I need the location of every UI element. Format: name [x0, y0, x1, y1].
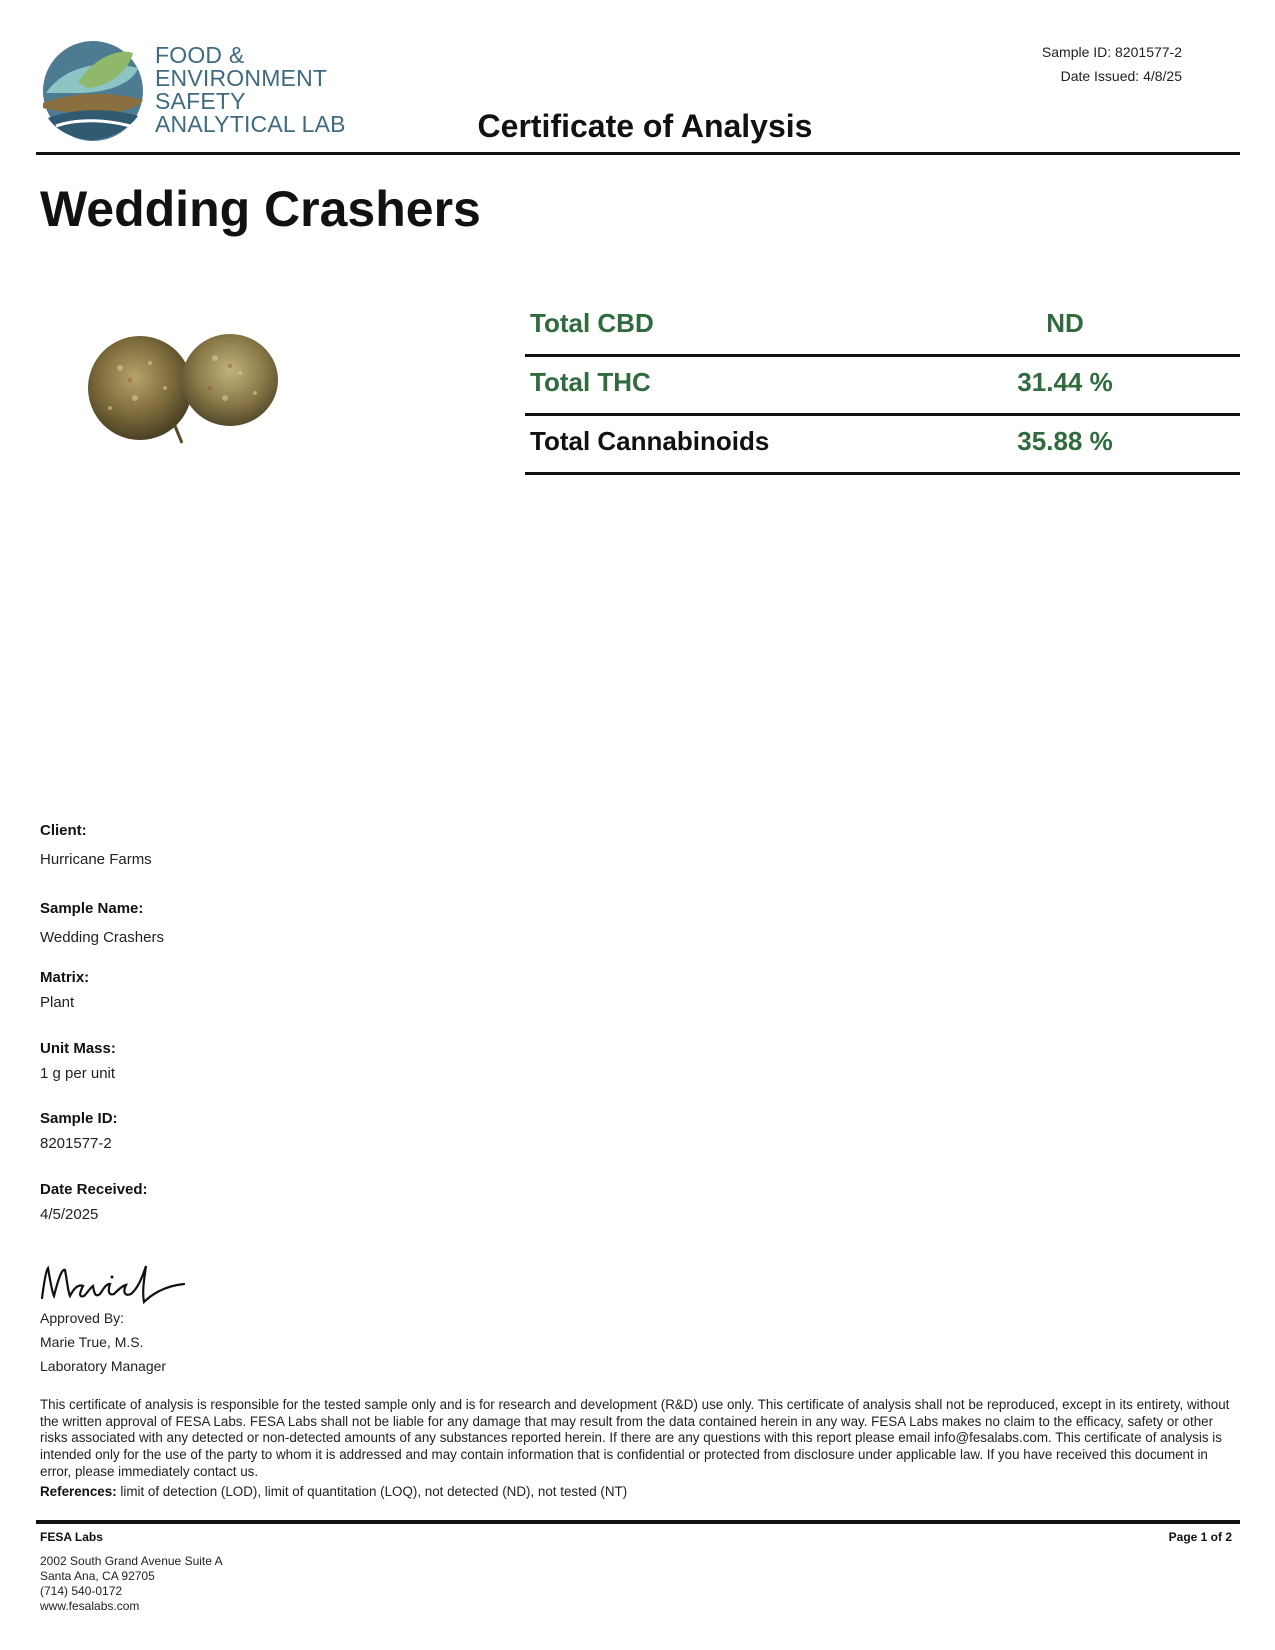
- footer-address: [40, 1530, 223, 1614]
- approver-name: Marie True, M.S.: [40, 1334, 144, 1350]
- sample-id-field: [40, 1110, 118, 1152]
- header-date-issued: Date Issued: 4/8/25: [1060, 68, 1182, 84]
- matrix-label: Matrix:: [40, 969, 90, 986]
- document-title: Certificate of Analysis: [477, 108, 813, 144]
- matrix-field: [40, 969, 89, 1011]
- document-meta: [1042, 40, 1182, 88]
- summary-label: Total THC: [530, 367, 651, 397]
- lab-name-line-2: ENVIRONMENT: [155, 65, 328, 91]
- page-number: Page 1 of 2: [1168, 1530, 1232, 1544]
- footer-website-link[interactable]: www.fesalabs.com: [40, 1599, 140, 1613]
- lab-name-line-3: SAFETY: [155, 88, 246, 114]
- sample-name-value: Wedding Crashers: [40, 929, 164, 946]
- references-label: References:: [40, 1484, 117, 1499]
- summary-value: 35.88 %: [1017, 426, 1113, 456]
- unit-mass-label: Unit Mass:: [40, 1040, 116, 1057]
- footer-address-line: Santa Ana, CA 92705: [40, 1569, 155, 1583]
- summary-row-total-cannabinoids: [525, 416, 1240, 475]
- client-value: Hurricane Farms: [40, 851, 152, 868]
- sample-id-label: Sample ID:: [40, 1110, 118, 1127]
- header-divider: [36, 152, 1240, 155]
- sample-name-field: [40, 900, 164, 946]
- approved-by-label: Approved By:: [40, 1310, 125, 1326]
- unit-mass-value: 1 g per unit: [40, 1065, 116, 1082]
- references: [40, 1484, 1235, 1499]
- cannabinoid-summary-table: [525, 298, 1240, 475]
- lab-name-line-1: FOOD &: [155, 42, 245, 68]
- footer-address-line: 2002 South Grand Avenue Suite A: [40, 1554, 223, 1568]
- disclaimer-text: This certificate of analysis is responsible for the tested sample only and is for research and development (R&D) use only. This certificate of analysis shall not be reproduced, except in its entirety, without the written approval of FESA Labs. FESA Labs shall not be liable for any damage that may result from the data contained herein in any way. FESA Labs makes no claim to the efficacy, safety or other risks associated with any detected or non-detected amounts of any substances reported herein. If there are any questions with this report please email info@fesalabs.com. This certificate of analysis is intended only for the use of the party to whom it is addressed and may contain information that is confidential or protected from disclosure under applicable law. If you have received this document in error, please immediately contact us.: [40, 1397, 1230, 1479]
- summary-row-total-cbd: [525, 298, 1240, 357]
- footer-phone: (714) 540-0172: [40, 1584, 123, 1598]
- date-received-field: [40, 1181, 148, 1223]
- summary-row-total-thc: [525, 357, 1240, 416]
- summary-label: Total CBD: [530, 308, 654, 338]
- date-received-value: 4/5/2025: [40, 1206, 99, 1223]
- summary-value: 31.44 %: [1017, 367, 1113, 397]
- footer-divider: [36, 1520, 1240, 1524]
- lab-name-line-4: ANALYTICAL LAB: [155, 111, 346, 137]
- footer-lab-name: FESA Labs: [40, 1530, 103, 1544]
- client-field: [40, 822, 152, 868]
- approver-role: Laboratory Manager: [40, 1358, 167, 1374]
- approval-block: [40, 1306, 166, 1378]
- references-text: limit of detection (LOD), limit of quantitation (LOQ), not detected (ND), not tested (NT): [116, 1484, 628, 1499]
- summary-value: ND: [1046, 308, 1084, 338]
- date-received-label: Date Received:: [40, 1181, 148, 1198]
- product-image: [80, 318, 290, 448]
- product-title: Wedding Crashers: [40, 181, 481, 237]
- unit-mass-field: [40, 1040, 116, 1082]
- sample-id-value: 8201577-2: [40, 1135, 112, 1152]
- client-label: Client:: [40, 822, 87, 839]
- matrix-value: Plant: [40, 994, 75, 1011]
- sample-name-label: Sample Name:: [40, 900, 144, 917]
- summary-label: Total Cannabinoids: [530, 426, 770, 456]
- signature: [38, 1258, 188, 1308]
- header-sample-id: Sample ID: 8201577-2: [1041, 44, 1182, 60]
